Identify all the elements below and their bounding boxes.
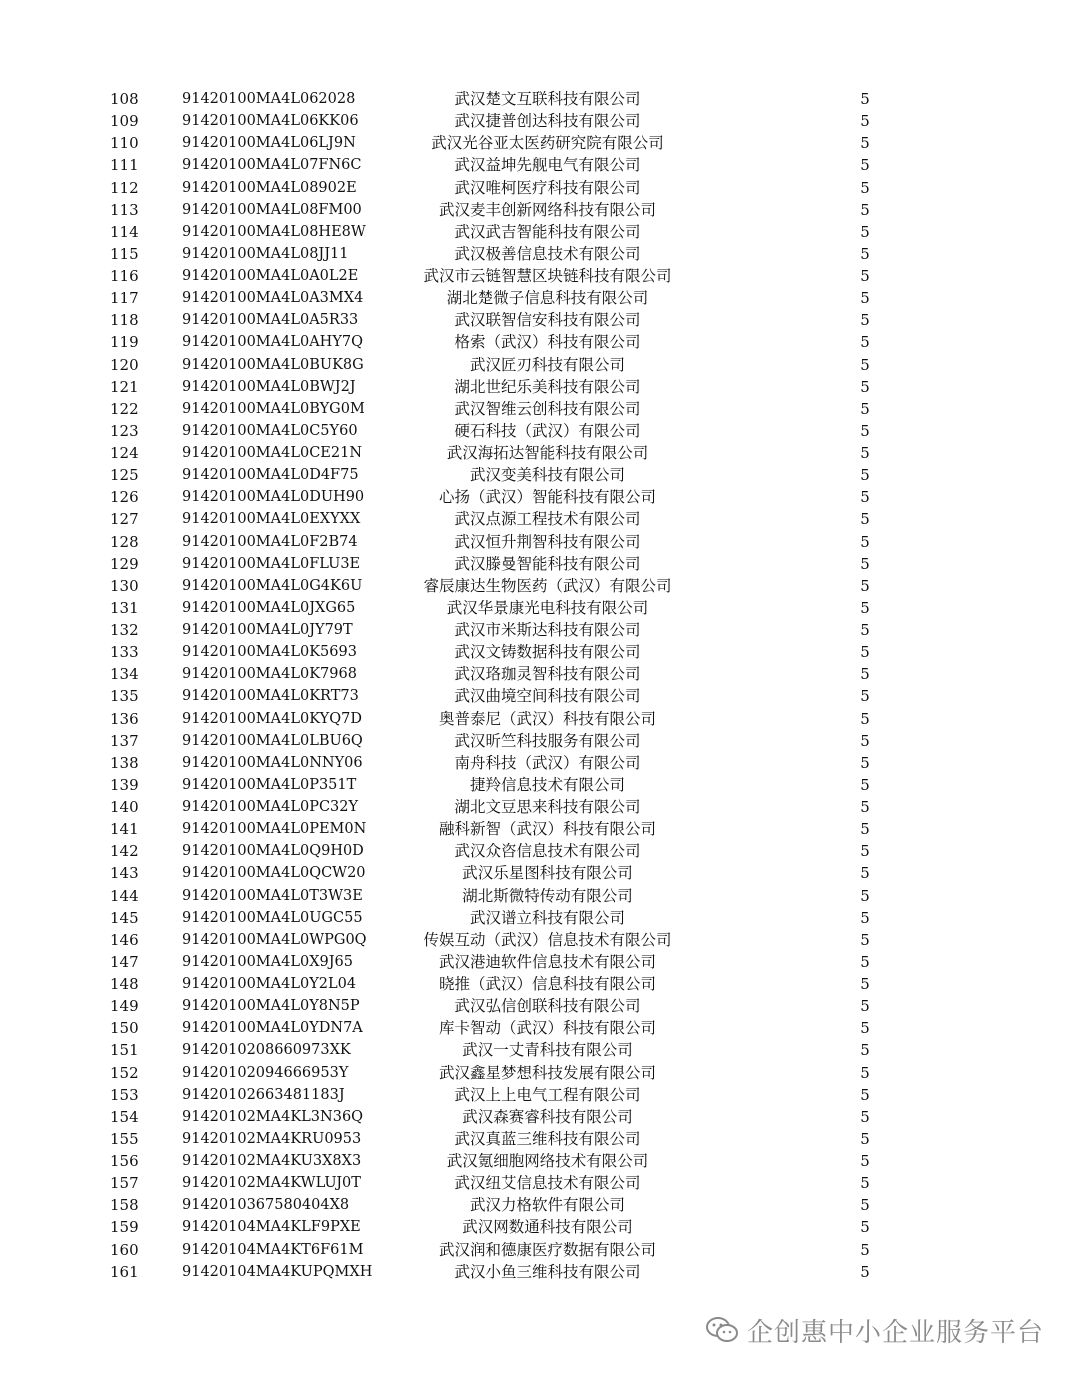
credit-code: 91420100MA4L0Q9H0D	[182, 843, 364, 860]
credit-code: 91420100MA4L0KYQ7D	[182, 710, 362, 727]
table-row	[0, 88, 1080, 110]
credit-code: 91420102663481183J	[182, 1086, 345, 1103]
score: 5	[860, 1107, 870, 1126]
score: 5	[860, 178, 870, 197]
score: 5	[860, 576, 870, 595]
company-name: 武汉益坤先舰电气有限公司	[454, 156, 641, 175]
credit-code: 91420100MA4L0EXYXX	[182, 511, 361, 528]
row-number: 142	[110, 842, 139, 861]
company-name: 湖北世纪乐美科技有限公司	[454, 377, 641, 396]
score: 5	[860, 377, 870, 396]
company-name: 武汉麦丰创新网络科技有限公司	[438, 200, 656, 219]
table-row	[0, 309, 1080, 331]
credit-code: 91420100MA4L07FN6C	[182, 157, 362, 174]
credit-code: 9142010367580404X8	[182, 1197, 350, 1214]
credit-code: 91420102094666953Y	[182, 1064, 349, 1081]
table-row	[0, 663, 1080, 685]
row-number: 117	[110, 289, 139, 308]
table-row	[0, 508, 1080, 530]
table-row	[0, 1172, 1080, 1194]
credit-code: 91420100MA4L0K7968	[182, 666, 357, 683]
score: 5	[860, 930, 870, 949]
credit-code: 91420100MA4L0FLU3E	[182, 555, 361, 572]
credit-code: 91420104MA4KLF9PXE	[182, 1219, 361, 1236]
row-number: 161	[110, 1262, 139, 1281]
company-name: 武汉市米斯达科技有限公司	[454, 621, 641, 639]
row-number: 137	[110, 731, 139, 750]
row-number: 128	[110, 532, 139, 551]
row-number: 108	[110, 90, 139, 108]
company-name: 武汉力格软件有限公司	[469, 1196, 625, 1215]
company-name: 武汉真蓝三维科技有限公司	[454, 1129, 641, 1148]
table-row	[0, 641, 1080, 663]
table-row	[0, 110, 1080, 132]
credit-code: 91420100MA4L0K5693	[182, 644, 357, 661]
company-name: 武汉氪细胞网络技术有限公司	[446, 1152, 649, 1170]
table-row	[0, 1062, 1080, 1084]
score: 5	[860, 333, 870, 352]
row-number: 124	[110, 444, 139, 462]
score: 5	[860, 753, 870, 772]
credit-code: 91420102MA4KU3X8X3	[182, 1153, 362, 1169]
score: 5	[860, 355, 870, 374]
credit-code: 91420100MA4L08HE8W	[182, 223, 366, 240]
credit-code: 91420100MA4L0PC32Y	[182, 799, 359, 815]
company-name: 奥普泰尼（武汉）科技有限公司	[438, 709, 656, 728]
company-name: 心扬（武汉）智能科技有限公司	[438, 488, 656, 507]
score: 5	[860, 975, 870, 993]
table-row	[0, 420, 1080, 442]
credit-code: 91420100MA4L0YDN7A	[182, 1020, 363, 1037]
credit-code: 91420100MA4L0T3W3E	[182, 887, 363, 904]
table-row	[0, 177, 1080, 199]
row-number: 113	[110, 200, 139, 219]
score: 5	[860, 510, 870, 529]
row-number: 131	[110, 598, 139, 617]
credit-code: 91420102MA4KWLUJ0T	[182, 1175, 361, 1192]
score: 5	[860, 466, 870, 485]
score: 5	[860, 687, 870, 706]
score: 5	[860, 1152, 870, 1170]
row-number: 118	[110, 311, 139, 330]
row-number: 112	[110, 178, 139, 197]
table-row	[0, 1017, 1080, 1039]
table-row	[0, 442, 1080, 464]
company-name: 武汉谱立科技有限公司	[469, 908, 625, 927]
table-row	[0, 331, 1080, 353]
table-row	[0, 486, 1080, 508]
wechat-icon	[705, 1316, 739, 1344]
credit-code: 91420100MA4L0UGC55	[182, 909, 363, 926]
credit-code: 91420100MA4L0D4F75	[182, 467, 359, 484]
table-row	[0, 929, 1080, 951]
company-name: 武汉华景康光电科技有限公司	[446, 598, 649, 617]
credit-code: 91420100MA4L0X9J65	[182, 953, 354, 970]
credit-code: 91420100MA4L0JXG65	[182, 599, 356, 616]
row-number: 152	[110, 1063, 139, 1082]
score: 5	[860, 1085, 870, 1104]
row-number: 140	[110, 798, 139, 816]
table-row	[0, 354, 1080, 376]
row-number: 151	[110, 1041, 139, 1060]
company-name: 武汉海拓达智能科技有限公司	[446, 444, 649, 462]
company-name: 武汉森赛睿科技有限公司	[462, 1107, 633, 1126]
company-name: 睿辰康达生物医药（武汉）有限公司	[423, 576, 672, 595]
row-number: 134	[110, 665, 139, 684]
score: 5	[860, 908, 870, 927]
company-name: 武汉唯柯医疗科技有限公司	[454, 178, 641, 197]
company-name: 武汉上上电气工程有限公司	[454, 1085, 641, 1104]
company-name: 湖北斯微特传动有限公司	[462, 886, 633, 905]
credit-code: 91420100MA4L0DUH90	[182, 489, 365, 506]
table-row	[0, 199, 1080, 221]
table-row	[0, 840, 1080, 862]
score: 5	[860, 444, 870, 462]
table-row	[0, 885, 1080, 907]
row-number: 149	[110, 997, 139, 1016]
table-row	[0, 951, 1080, 973]
row-number: 114	[110, 222, 139, 241]
company-name: 武汉鑫星梦想科技发展有限公司	[438, 1063, 656, 1082]
row-number: 148	[110, 975, 139, 993]
table-row	[0, 995, 1080, 1017]
score: 5	[860, 731, 870, 750]
score: 5	[860, 112, 870, 131]
company-name: 传娱互动（武汉）信息技术有限公司	[423, 930, 672, 949]
table-row	[0, 132, 1080, 154]
table-row	[0, 265, 1080, 287]
company-name: 武汉滕曼智能科技有限公司	[454, 554, 641, 573]
score: 5	[860, 864, 870, 883]
row-number: 143	[110, 864, 139, 883]
company-name: 武汉小鱼三维科技有限公司	[454, 1262, 641, 1281]
table-row	[0, 973, 1080, 995]
company-name: 融科新智（武汉）科技有限公司	[438, 820, 656, 839]
score: 5	[860, 1063, 870, 1082]
company-name: 晓推（武汉）信息科技有限公司	[438, 975, 656, 993]
company-name: 武汉联智信安科技有限公司	[454, 311, 641, 330]
row-number: 119	[110, 333, 139, 352]
company-name: 武汉光谷亚太医药研究院有限公司	[431, 134, 664, 153]
score: 5	[860, 665, 870, 684]
score: 5	[860, 598, 870, 617]
credit-code: 91420100MA4L06KK06	[182, 113, 359, 130]
company-name: 武汉昕竺科技服务有限公司	[454, 731, 641, 750]
company-name: 武汉润和德康医疗数据有限公司	[438, 1240, 656, 1259]
credit-code: 91420100MA4L0NNY06	[182, 754, 363, 771]
row-number: 135	[110, 687, 139, 706]
company-name: 武汉智维云创科技有限公司	[454, 399, 641, 418]
company-name: 捷羚信息技术有限公司	[469, 775, 625, 794]
credit-code: 91420104MA4KUPQMXH	[182, 1263, 373, 1280]
row-number: 122	[110, 399, 139, 418]
credit-code: 91420102MA4KRU0953	[182, 1130, 362, 1147]
row-number: 121	[110, 377, 139, 396]
company-name: 武汉楚文互联科技有限公司	[454, 90, 641, 108]
company-name: 武汉纽艾信息技术有限公司	[454, 1174, 641, 1193]
row-number: 139	[110, 775, 139, 794]
row-number: 141	[110, 820, 139, 839]
company-name: 武汉匠刃科技有限公司	[469, 355, 625, 374]
credit-code: 91420100MA4L0BUK8G	[182, 356, 364, 373]
row-number: 150	[110, 1019, 139, 1038]
score: 5	[860, 842, 870, 861]
row-number: 115	[110, 244, 139, 263]
table-row	[0, 1084, 1080, 1106]
score: 5	[860, 222, 870, 241]
table-row	[0, 730, 1080, 752]
credit-code: 91420100MA4L0PEM0N	[182, 821, 367, 838]
table-row	[0, 796, 1080, 818]
score: 5	[860, 820, 870, 839]
company-name: 武汉乐星图科技有限公司	[462, 864, 633, 883]
row-number: 136	[110, 709, 139, 728]
row-number: 153	[110, 1085, 139, 1104]
table-row	[0, 708, 1080, 730]
row-number: 116	[110, 267, 139, 285]
score: 5	[860, 621, 870, 639]
company-name: 武汉众咨信息技术有限公司	[454, 842, 641, 861]
row-number: 158	[110, 1196, 139, 1215]
table-row	[0, 752, 1080, 774]
score: 5	[860, 244, 870, 263]
table-row	[0, 774, 1080, 796]
row-number: 111	[110, 156, 139, 175]
credit-code: 91420100MA4L062028	[182, 91, 356, 107]
row-number: 109	[110, 112, 139, 131]
watermark	[705, 1310, 1065, 1350]
company-list-table	[0, 88, 1080, 1283]
company-name: 武汉网数通科技有限公司	[462, 1218, 633, 1237]
score: 5	[860, 421, 870, 440]
credit-code: 91420100MA4L0C5Y60	[182, 422, 358, 439]
score: 5	[860, 1196, 870, 1215]
row-number: 129	[110, 554, 139, 573]
company-name: 南舟科技（武汉）有限公司	[454, 753, 641, 772]
company-name: 武汉一丈青科技有限公司	[462, 1041, 633, 1060]
row-number: 138	[110, 753, 139, 772]
row-number: 145	[110, 908, 139, 927]
table-row	[0, 531, 1080, 553]
score: 5	[860, 267, 870, 285]
credit-code: 91420100MA4L0LBU6Q	[182, 732, 363, 749]
table-row	[0, 376, 1080, 398]
credit-code: 91420100MA4L0A0L2E	[182, 268, 359, 284]
table-row	[0, 243, 1080, 265]
table-row	[0, 597, 1080, 619]
score: 5	[860, 399, 870, 418]
credit-code: 91420100MA4L0BYG0M	[182, 400, 365, 417]
credit-code: 91420100MA4L0WPG0Q	[182, 931, 367, 948]
company-name: 硬石科技（武汉）有限公司	[454, 421, 641, 440]
score: 5	[860, 554, 870, 573]
table-row	[0, 553, 1080, 575]
table-row	[0, 154, 1080, 176]
table-row	[0, 464, 1080, 486]
credit-code: 91420100MA4L0KRT73	[182, 688, 359, 705]
score: 5	[860, 90, 870, 108]
score: 5	[860, 886, 870, 905]
credit-code: 9142010208660973XK	[182, 1042, 351, 1059]
score: 5	[860, 532, 870, 551]
row-number: 127	[110, 510, 139, 529]
table-row	[0, 1128, 1080, 1150]
company-name: 湖北楚微子信息科技有限公司	[446, 289, 649, 308]
row-number: 160	[110, 1240, 139, 1259]
table-row	[0, 287, 1080, 309]
table-row	[0, 1106, 1080, 1128]
score: 5	[860, 488, 870, 507]
row-number: 146	[110, 930, 139, 949]
credit-code: 91420104MA4KT6F61M	[182, 1241, 364, 1258]
score: 5	[860, 134, 870, 153]
row-number: 155	[110, 1129, 139, 1148]
score: 5	[860, 200, 870, 219]
credit-code: 91420100MA4L0AHY7Q	[182, 334, 364, 351]
credit-code: 91420100MA4L0A5R33	[182, 312, 359, 329]
company-name: 武汉市云链智慧区块链科技有限公司	[423, 267, 672, 285]
table-row	[0, 398, 1080, 420]
company-name: 武汉曲境空间科技有限公司	[454, 687, 641, 706]
table-row	[0, 1239, 1080, 1261]
row-number: 147	[110, 952, 139, 971]
score: 5	[860, 311, 870, 330]
row-number: 132	[110, 621, 139, 639]
company-name: 武汉极善信息技术有限公司	[454, 244, 641, 263]
company-name: 武汉弘信创联科技有限公司	[454, 997, 641, 1016]
table-row	[0, 1194, 1080, 1216]
company-name: 库卡智动（武汉）科技有限公司	[438, 1019, 656, 1038]
score: 5	[860, 643, 870, 662]
credit-code: 91420100MA4L0Y2L04	[182, 976, 357, 992]
company-name: 湖北文豆思来科技有限公司	[454, 798, 641, 816]
credit-code: 91420100MA4L08902E	[182, 179, 357, 196]
score: 5	[860, 775, 870, 794]
credit-code: 91420100MA4L0CE21N	[182, 445, 363, 461]
credit-code: 91420100MA4L0BWJ2J	[182, 378, 356, 395]
company-name: 武汉港迪软件信息技术有限公司	[438, 952, 656, 971]
company-name: 武汉文铸数据科技有限公司	[454, 643, 641, 662]
score: 5	[860, 156, 870, 175]
company-name: 格索（武汉）科技有限公司	[454, 333, 641, 352]
score: 5	[860, 709, 870, 728]
credit-code: 91420100MA4L0A3MX4	[182, 290, 364, 307]
row-number: 159	[110, 1218, 139, 1237]
row-number: 126	[110, 488, 139, 507]
score: 5	[860, 952, 870, 971]
score: 5	[860, 1240, 870, 1259]
score: 5	[860, 997, 870, 1016]
row-number: 157	[110, 1174, 139, 1193]
company-name: 武汉珞珈灵智科技有限公司	[454, 665, 641, 684]
credit-code: 91420100MA4L06LJ9N	[182, 135, 356, 152]
credit-code: 91420100MA4L0P351T	[182, 776, 357, 793]
company-name: 武汉变美科技有限公司	[469, 466, 625, 485]
row-number: 156	[110, 1152, 139, 1170]
row-number: 125	[110, 466, 139, 485]
credit-code: 91420100MA4L0JY79T	[182, 622, 353, 638]
credit-code: 91420100MA4L0Y8N5P	[182, 998, 360, 1015]
table-row	[0, 685, 1080, 707]
credit-code: 91420100MA4L0G4K6U	[182, 577, 363, 594]
table-row	[0, 1261, 1080, 1283]
row-number: 144	[110, 886, 139, 905]
score: 5	[860, 1129, 870, 1148]
score: 5	[860, 1218, 870, 1237]
watermark-text: 企创惠中小企业服务平台	[747, 1317, 1045, 1348]
score: 5	[860, 289, 870, 308]
score: 5	[860, 1262, 870, 1281]
credit-code: 91420100MA4L0F2B74	[182, 533, 358, 550]
table-row	[0, 907, 1080, 929]
table-row	[0, 221, 1080, 243]
row-number: 120	[110, 355, 139, 374]
score: 5	[860, 1041, 870, 1060]
credit-code: 91420100MA4L08FM00	[182, 201, 362, 218]
company-name: 武汉点源工程技术有限公司	[454, 510, 641, 529]
row-number: 133	[110, 643, 139, 662]
credit-code: 91420100MA4L0QCW20	[182, 865, 366, 882]
company-name: 武汉恒升荆智科技有限公司	[454, 532, 641, 551]
credit-code: 91420100MA4L08JJ11	[182, 245, 349, 262]
score: 5	[860, 798, 870, 816]
row-number: 154	[110, 1107, 139, 1126]
table-row	[0, 575, 1080, 597]
table-row	[0, 619, 1080, 641]
table-row	[0, 862, 1080, 884]
score: 5	[860, 1019, 870, 1038]
table-row	[0, 1039, 1080, 1061]
row-number: 110	[110, 134, 139, 153]
company-name: 武汉捷普创达科技有限公司	[454, 112, 641, 131]
table-row	[0, 1150, 1080, 1172]
table-row	[0, 1216, 1080, 1238]
row-number: 130	[110, 576, 139, 595]
credit-code: 91420102MA4KL3N36Q	[182, 1108, 364, 1125]
row-number: 123	[110, 421, 139, 440]
company-name: 武汉武吉智能科技有限公司	[454, 222, 641, 241]
score: 5	[860, 1174, 870, 1193]
table-row	[0, 818, 1080, 840]
